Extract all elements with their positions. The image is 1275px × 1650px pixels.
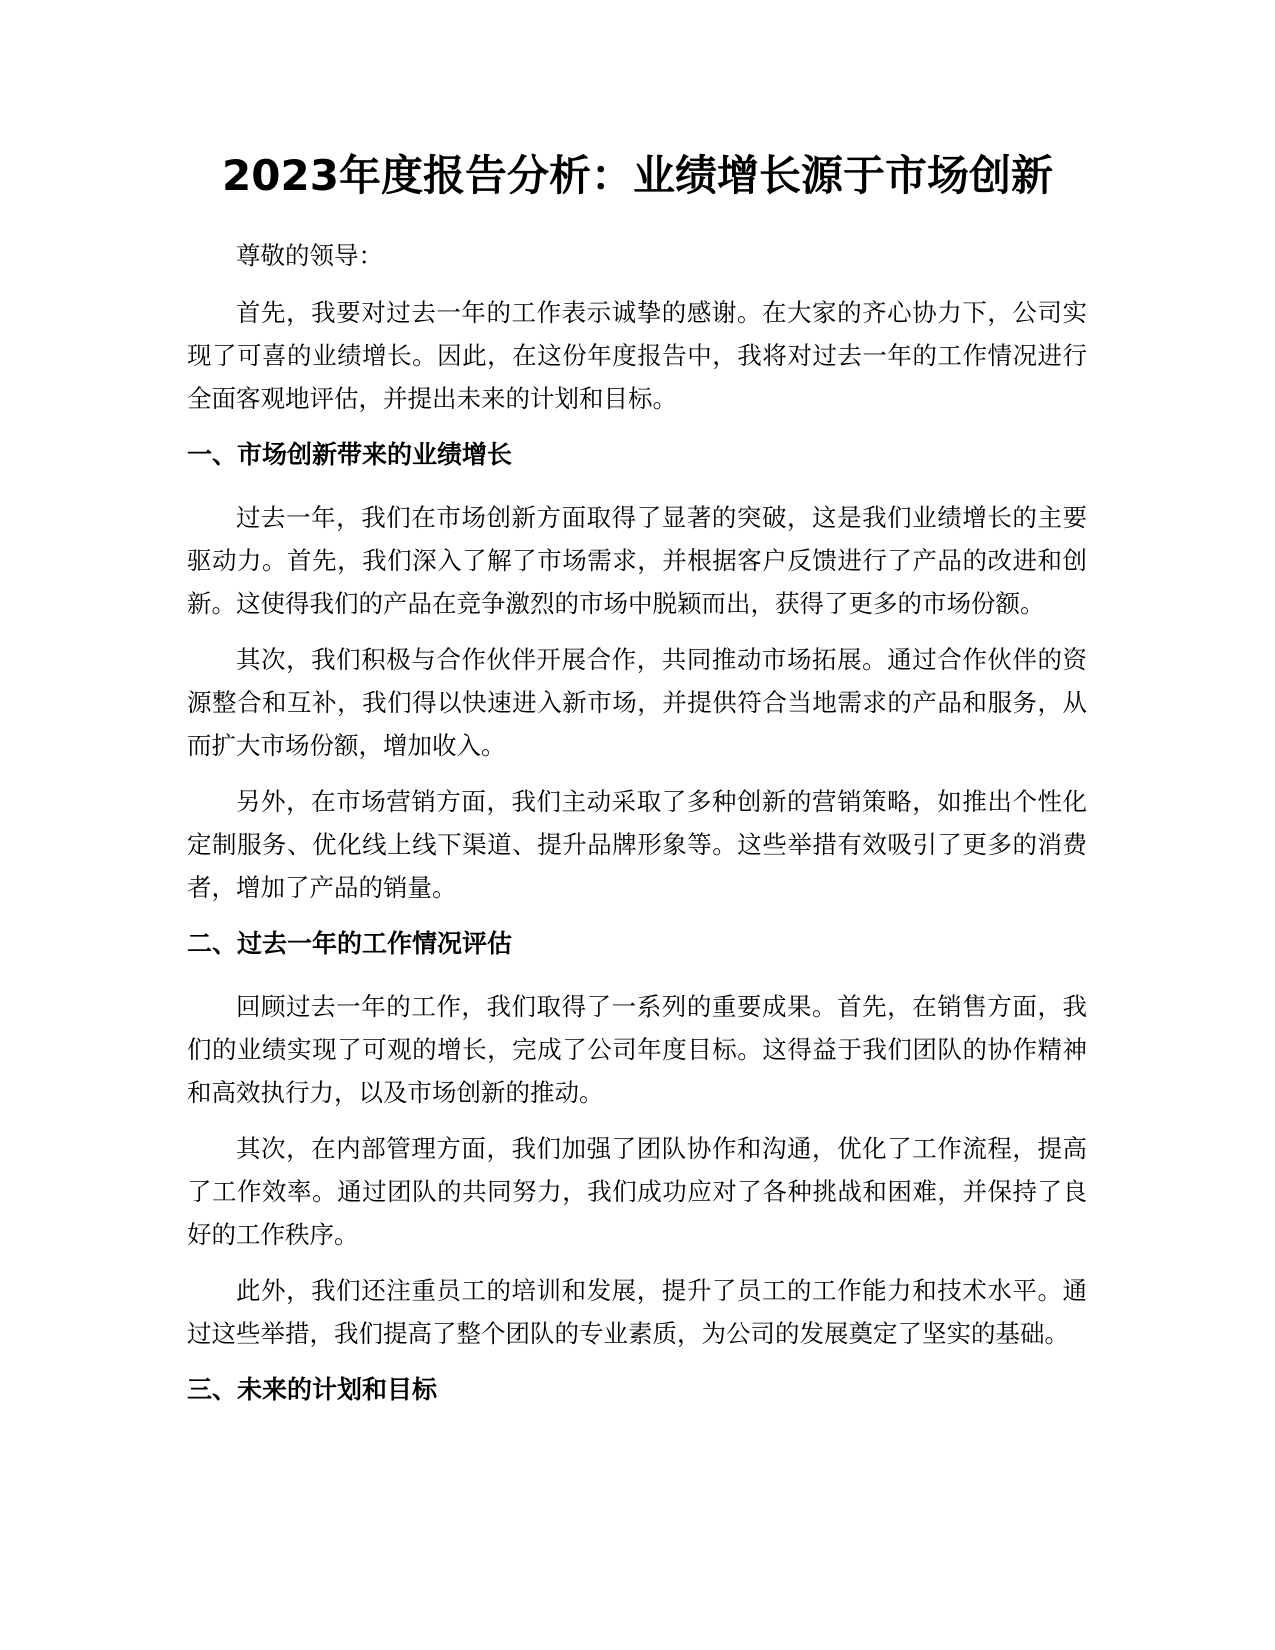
section-1-paragraph-1: 过去一年，我们在市场创新方面取得了显著的突破，这是我们业绩增长的主要驱动力。首先，我们深入了解了市场需求，并根据客户反馈进行了产品的改进和创新。这使得我们的产品在竞争激烈的市场中脱颖而出，获得了更多的市场份额。 (187, 503, 1087, 618)
section-2-paragraph-3: 此外，我们还注重员工的培训和发展，提升了员工的工作能力和技术水平。通过这些举措，我们提高了整个团队的专业素质，为公司的发展奠定了坚实的基础。 (187, 1276, 1087, 1348)
section-1-heading: 一、市场创新带来的业绩增长 (187, 440, 513, 469)
document-title: 2023年度报告分析：业绩增长源于市场创新 (222, 151, 1053, 200)
intro-paragraph: 首先，我要对过去一年的工作表示诚挚的感谢。在大家的齐心协力下，公司实现了可喜的业绩增长。因此，在这份年度报告中，我将对过去一年的工作情况进行全面客观地评估，并提出未来的计划和目标。 (187, 298, 1087, 413)
salutation: 尊敬的领导： (236, 241, 383, 270)
section-2-paragraph-1: 回顾过去一年的工作，我们取得了一系列的重要成果。首先，在销售方面，我们的业绩实现了可观的增长，完成了公司年度目标。这得益于我们团队的协作精神和高效执行力，以及市场创新的推动。 (187, 992, 1087, 1107)
section-2-paragraph-2: 其次，在内部管理方面，我们加强了团队协作和沟通，优化了工作流程，提高了工作效率。通过团队的共同努力，我们成功应对了各种挑战和困难，并保持了良好的工作秩序。 (187, 1134, 1087, 1249)
section-3-heading: 三、未来的计划和目标 (187, 1375, 438, 1404)
section-2-heading: 二、过去一年的工作情况评估 (187, 929, 513, 958)
section-1-paragraph-3: 另外，在市场营销方面，我们主动采取了多种创新的营销策略，如推出个性化定制服务、优化线上线下渠道、提升品牌形象等。这些举措有效吸引了更多的消费者，增加了产品的销量。 (187, 787, 1087, 902)
section-1-paragraph-2: 其次，我们积极与合作伙伴开展合作，共同推动市场拓展。通过合作伙伴的资源整合和互补，我们得以快速进入新市场，并提供符合当地需求的产品和服务，从而扩大市场份额，增加收入。 (187, 645, 1087, 760)
